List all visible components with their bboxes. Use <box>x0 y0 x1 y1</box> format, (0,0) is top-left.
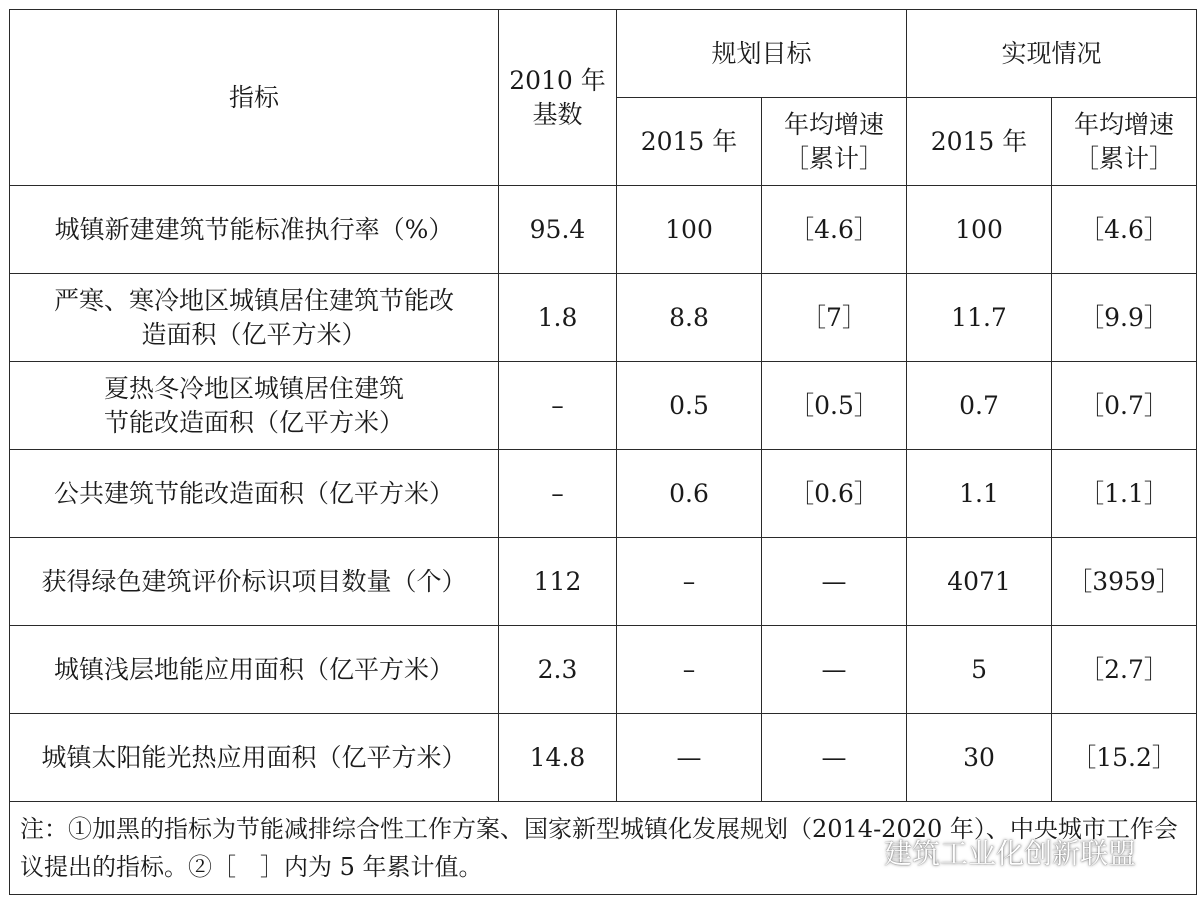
indicator-table <box>9 9 1197 895</box>
cell-plan-growth: ［4.6］ <box>762 186 907 274</box>
cell-real-2015: 0.7 <box>907 362 1052 450</box>
cell-real-2015: 4071 <box>907 538 1052 626</box>
table-row <box>10 186 1197 274</box>
table-note: 注：①加黑的指标为节能减排综合性工作方案、国家新型城镇化发展规划（2014-2020 年）、中央城市工作会议提出的指标。②［ ］内为 5 年累计值。 <box>10 802 1197 895</box>
cell-real-growth: ［1.1］ <box>1052 450 1197 538</box>
cell-name: 城镇浅层地能应用面积（亿平方米） <box>10 626 499 714</box>
cell-base: 112 <box>499 538 617 626</box>
cell-plan-growth: — <box>762 538 907 626</box>
cell-plan-2015: 8.8 <box>617 274 762 362</box>
header-indicator: 指标 <box>10 10 499 186</box>
cell-real-2015: 100 <box>907 186 1052 274</box>
cell-name: 公共建筑节能改造面积（亿平方米） <box>10 450 499 538</box>
cell-plan-2015: – <box>617 626 762 714</box>
cell-real-2015: 11.7 <box>907 274 1052 362</box>
cell-plan-growth: — <box>762 714 907 802</box>
cell-base: 2.3 <box>499 626 617 714</box>
cell-name: 夏热冬冷地区城镇居住建筑 节能改造面积（亿平方米） <box>10 362 499 450</box>
cell-real-growth: ［15.2］ <box>1052 714 1197 802</box>
cell-name: 获得绿色建筑评价标识项目数量（个） <box>10 538 499 626</box>
table-row <box>10 274 1197 362</box>
cell-name: 严寒、寒冷地区城镇居住建筑节能改 造面积（亿平方米） <box>10 274 499 362</box>
header-base-year: 2010 年 基数 <box>499 10 617 186</box>
cell-base: – <box>499 450 617 538</box>
cell-base: 1.8 <box>499 274 617 362</box>
table-row <box>10 714 1197 802</box>
header-planned: 规划目标 <box>617 10 907 98</box>
cell-plan-growth: ［7］ <box>762 274 907 362</box>
cell-plan-growth: ［0.6］ <box>762 450 907 538</box>
cell-base: 95.4 <box>499 186 617 274</box>
watermark <box>838 832 1136 872</box>
watermark-text: 建筑工业化创新联盟 <box>884 837 1137 870</box>
cell-plan-2015: 100 <box>617 186 762 274</box>
cell-real-growth: ［2.7］ <box>1052 626 1197 714</box>
cell-real-growth: ［9.9］ <box>1052 274 1197 362</box>
cell-real-growth: ［4.6］ <box>1052 186 1197 274</box>
cell-plan-growth: — <box>762 626 907 714</box>
header-real-growth: 年均增速 ［累计］ <box>1052 98 1197 186</box>
table-row <box>10 450 1197 538</box>
cell-real-2015: 1.1 <box>907 450 1052 538</box>
wechat-icon <box>838 835 878 869</box>
header-real-2015: 2015 年 <box>907 98 1052 186</box>
cell-base: – <box>499 362 617 450</box>
cell-plan-2015: 0.5 <box>617 362 762 450</box>
cell-name: 城镇新建建筑节能标准执行率（%） <box>10 186 499 274</box>
cell-plan-growth: ［0.5］ <box>762 362 907 450</box>
header-plan-growth: 年均增速 ［累计］ <box>762 98 907 186</box>
cell-name: 城镇太阳能光热应用面积（亿平方米） <box>10 714 499 802</box>
cell-plan-2015: 0.6 <box>617 450 762 538</box>
table-row <box>10 362 1197 450</box>
cell-plan-2015: — <box>617 714 762 802</box>
header-plan-2015: 2015 年 <box>617 98 762 186</box>
cell-real-growth: ［3959］ <box>1052 538 1197 626</box>
cell-real-2015: 30 <box>907 714 1052 802</box>
header-achieved: 实现情况 <box>907 10 1197 98</box>
table-row <box>10 538 1197 626</box>
cell-real-growth: ［0.7］ <box>1052 362 1197 450</box>
cell-plan-2015: – <box>617 538 762 626</box>
table-row <box>10 626 1197 714</box>
cell-real-2015: 5 <box>907 626 1052 714</box>
cell-base: 14.8 <box>499 714 617 802</box>
